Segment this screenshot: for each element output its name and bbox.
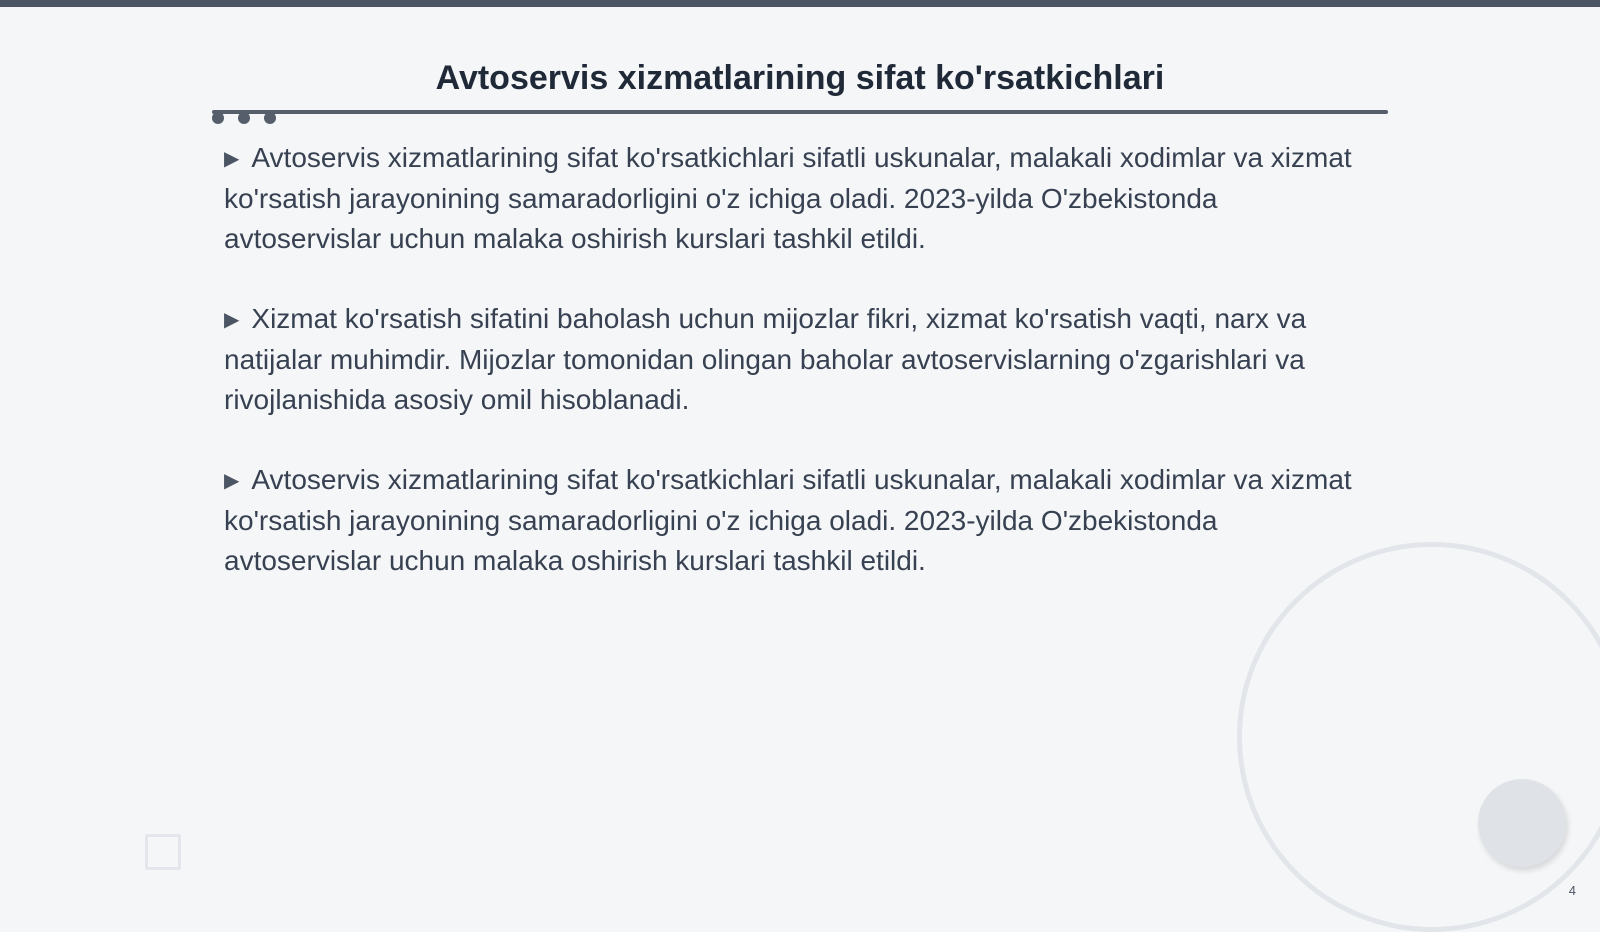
paragraph-text: Avtoservis xizmatlarining sifat ko'rsatkichlari sifatli uskunalar, malakali xodimlar va xizmat ko'rsatish jarayonining samaradorligini o'z ichiga oladi. 2023-yilda O'zbekistonda avtoservislar uchun malaka oshirish kurslari tashkil etildi. <box>224 464 1352 576</box>
bullet-paragraph <box>224 299 1376 420</box>
decorative-dot <box>264 112 276 124</box>
triangle-right-icon: ▶ <box>224 470 240 492</box>
decorative-circle-outline <box>1237 542 1600 932</box>
bullet-paragraph <box>224 460 1376 581</box>
paragraph-text: Xizmat ko'rsatish sifatini baholash uchun mijozlar fikri, xizmat ko'rsatish vaqti, narx va natijalar muhimdir. Mijozlar tomonidan olingan baholar avtoservislarning o'zgarishlari va rivojlanishida asosiy omil hisoblanadi. <box>224 303 1307 415</box>
triangle-right-icon: ▶ <box>224 309 240 331</box>
decorative-square <box>145 834 181 870</box>
slide-title: Avtoservis xizmatlarining sifat ko'rsatkichlari <box>435 59 1165 97</box>
page-number: 4 <box>1568 883 1576 898</box>
top-accent-bar <box>0 0 1600 7</box>
bullet-paragraph <box>224 138 1376 259</box>
paragraph-text: Avtoservis xizmatlarining sifat ko'rsatkichlari sifatli uskunalar, malakali xodimlar va xizmat ko'rsatish jarayonining samaradorligini o'z ichiga oladi. 2023-yilda O'zbekistonda avtoservislar uchun malaka oshirish kurslari tashkil etildi. <box>224 142 1352 254</box>
triangle-right-icon: ▶ <box>224 148 240 170</box>
decorative-circle-filled <box>1478 779 1566 867</box>
title-underline <box>212 110 1388 114</box>
decorative-dot <box>238 112 250 124</box>
decorative-dot <box>212 112 224 124</box>
slide-body <box>224 138 1376 621</box>
